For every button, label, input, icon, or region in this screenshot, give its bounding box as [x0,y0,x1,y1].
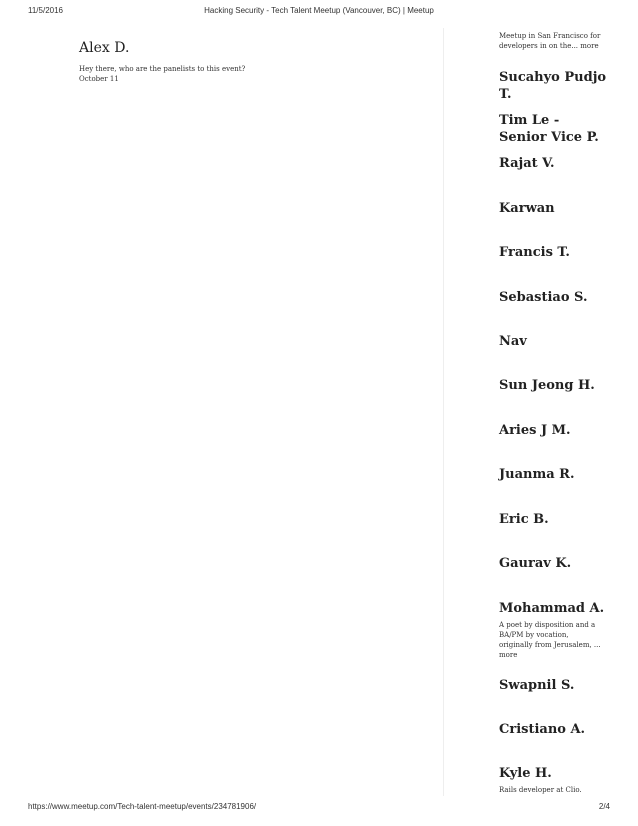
page-url: https://www.meetup.com/Tech-talent-meetup/events/234781906/ [28,802,257,811]
attendee-name[interactable]: Sucahyo Pudjo T. [499,70,607,102]
attendee-name[interactable]: Tim Le - Senior Vice P. [499,113,599,145]
attendee-name[interactable]: Francis T. [499,245,570,260]
attendee-description: Rails developer at Clio. [499,786,582,794]
comment-body: Hey there, who are the panelists to this event? [79,65,246,73]
attendee-name[interactable]: Nav [499,334,527,349]
attendee-name[interactable]: Swapnil S. [499,678,575,693]
attendee-name[interactable]: Sebastiao S. [499,290,588,305]
attendee-name[interactable]: Juanma R. [499,467,575,482]
attendee-name[interactable]: Sun Jeong H. [499,378,595,393]
print-date: 11/5/2016 [28,6,63,15]
comment [79,40,419,84]
attendee-name[interactable]: Rajat V. [499,156,555,171]
attendee-description: Meetup in San Francisco for developers in on the... more [499,32,601,50]
comment-date: October 11 [79,75,119,83]
attendee-name[interactable]: Kyle H. [499,766,552,781]
column-divider [443,28,444,796]
attendee-name[interactable]: Karwan [499,201,555,216]
attendee-name[interactable]: Eric B. [499,512,549,527]
attendee-description: A poet by disposition and a BA/PM by vocation, originally from Jerusalem, ... more [499,621,601,659]
attendee-name[interactable]: Gaurav K. [499,556,572,571]
attendee-name[interactable]: Aries J M. [499,423,571,438]
page-number: 2/4 [598,802,610,811]
attendee-name[interactable]: Mohammad A. [499,601,605,616]
page-title: Hacking Security - Tech Talent Meetup (Vancouver, BC) | Meetup [204,6,434,15]
comment-author[interactable]: Alex D. [79,40,130,56]
attendee-name[interactable]: Cristiano A. [499,722,586,737]
